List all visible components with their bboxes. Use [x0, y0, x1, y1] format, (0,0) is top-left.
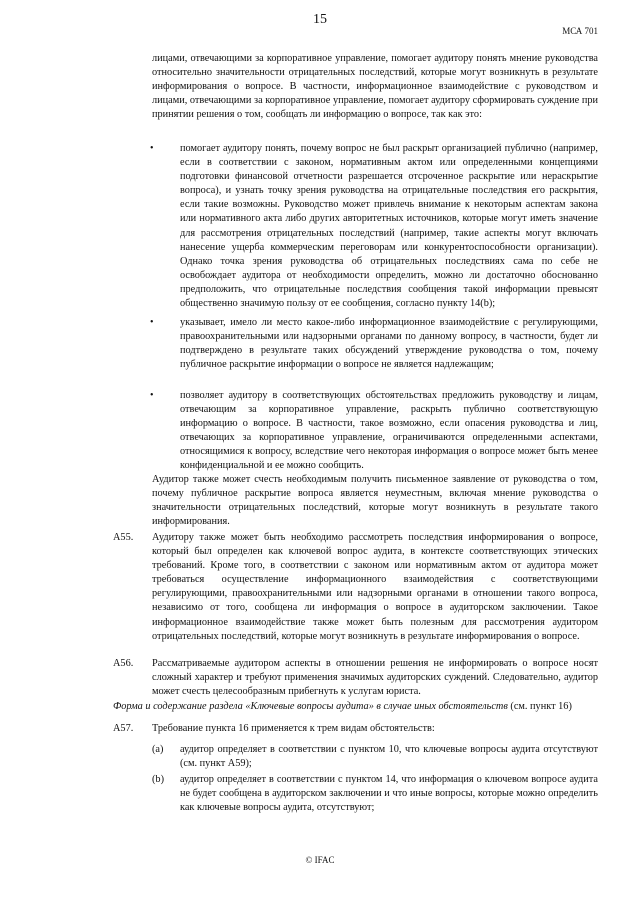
- paragraph-label: A57.: [113, 723, 134, 734]
- bullet-item: указывает, имело ли место какое-либо информационное взаимодействие с регулирующими, правоохранительными или надзорными органами по данному вопросу, в частности, будет ли подтверждено в результате таких обсуждений утверждение руководства о том, почему публичное раскрытие информации о вопросе не является надлежащим;: [180, 317, 598, 371]
- page-number: 15: [313, 12, 327, 27]
- bullet-item: позволяет аудитору в соответствующих обстоятельствах предложить руководству и лицам, отвечающим за корпоративное управление, раскрыть публично соответствующую информацию о вопросе. В частности, такое возможно, если опасения руководства и лиц, отвечающих за корпоративное управление, ограничиваются определенными аспектами, относящимися к вопросу, вследствие чего некоторая информация о вопросе может быть менее конфиденциальной и ее можно сообщить.: [180, 390, 598, 472]
- section-heading: [113, 701, 603, 712]
- list-item-label: (a): [152, 744, 164, 755]
- intro-paragraph: лицами, отвечающими за корпоративное управление, помогает аудитору понять мнение руководства относительно значительности отрицательных последствий, которые могут возникнуть в результате информирования о вопросе. В частности, информационное взаимодействие с руководством и лицами, отвечающими за корпоративное управление, помогает аудитору сформировать суждение при принятии решения о том, сообщать ли информацию о вопросе, так как это:: [152, 53, 598, 121]
- bullet-icon: •: [150, 317, 154, 328]
- list-item: аудитор определяет в соответствии с пунктом 10, что ключевые вопросы аудита отсутствуют (см. пункт A59);: [180, 744, 598, 770]
- paragraph-label: A56.: [113, 658, 134, 669]
- bullet-icon: •: [150, 143, 154, 154]
- section-heading-ref: (см. пункт 16): [507, 701, 572, 712]
- section-heading-italic: Форма и содержание раздела «Ключевые вопросы аудита» в случае иных обстоятельств: [113, 701, 508, 712]
- document-code: МСА 701: [562, 26, 598, 36]
- footer-copyright: © IFAC: [305, 855, 335, 865]
- closing-paragraph: Аудитор также может счесть необходимым получить письменное заявление от руководства о том, почему публичное раскрытие вопроса является неуместным, включая мнение руководства о значительности отрицательных последствий, которые могут возникнуть в результате такого информирования.: [152, 474, 598, 528]
- bullet-item: помогает аудитору понять, почему вопрос не был раскрыт организацией публично (например, если в соответствии с законом, нормативным актом или определенными концепциями подготовки финансовой отчетности разрешается отсроченное раскрытие или нераскрытие вопроса), и узнать точку зрения руководства на отрицательные последствия его раскрытия, если такие возможны. Руководство может привлечь внимание к некоторым аспектам закона или нормативного акта либо других авторитетных источников, которые могут иметь значение для рассмотрения отрицательных последствий (например, такие аспекты могут включать нанесение ущерба коммерческим переговорам или конкурентоспособности организации). Однако точка зрения руководства об отрицательных последствиях сама по себе не освобождает аудитора от необходимости определить, можно ли достаточно обоснованно предположить, что отрицательные последствия сообщения такой информации превысят общественно значимую пользу от ее сообщения, согласно пункту 14(b);: [180, 143, 598, 310]
- paragraph-a56: Рассматриваемые аудитором аспекты в отношении решения не информировать о вопросе носят сложный характер и требуют применения значимых аудиторских суждений. Следовательно, аудитор может счесть целесообразным прибегнуть к услугам юриста.: [152, 658, 598, 698]
- list-item-label: (b): [152, 774, 165, 785]
- paragraph-a57: Требование пункта 16 применяется к трем видам обстоятельств:: [152, 723, 435, 734]
- paragraph-a55: Аудитору также может быть необходимо рассмотреть последствия информирования о вопросе, который был определен как ключевой вопрос аудита, в контексте соответствующих этических требований. Кроме того, в соответствии с законом или нормативным актом от аудитора может требоваться осуществление информационного взаимодействия с соответствующими регулирующими, правоохранительными или надзорными органами в отношении такого вопроса, независимо от того, сообщена ли информация о вопросе в аудиторском заключении. Такое информационное взаимодействие также может быть полезным для рассмотрения аудитором отрицательных последствий, которые могут возникнуть в результате информирования о вопросе.: [152, 532, 598, 642]
- list-item: аудитор определяет в соответствии с пунктом 14, что информация о ключевом вопросе аудита не будет сообщена в аудиторском заключении и что иные вопросы, которые можно определить как ключевые вопросы аудита, отсутствуют;: [180, 774, 598, 814]
- bullet-icon: •: [150, 390, 154, 401]
- paragraph-label: A55.: [113, 532, 134, 543]
